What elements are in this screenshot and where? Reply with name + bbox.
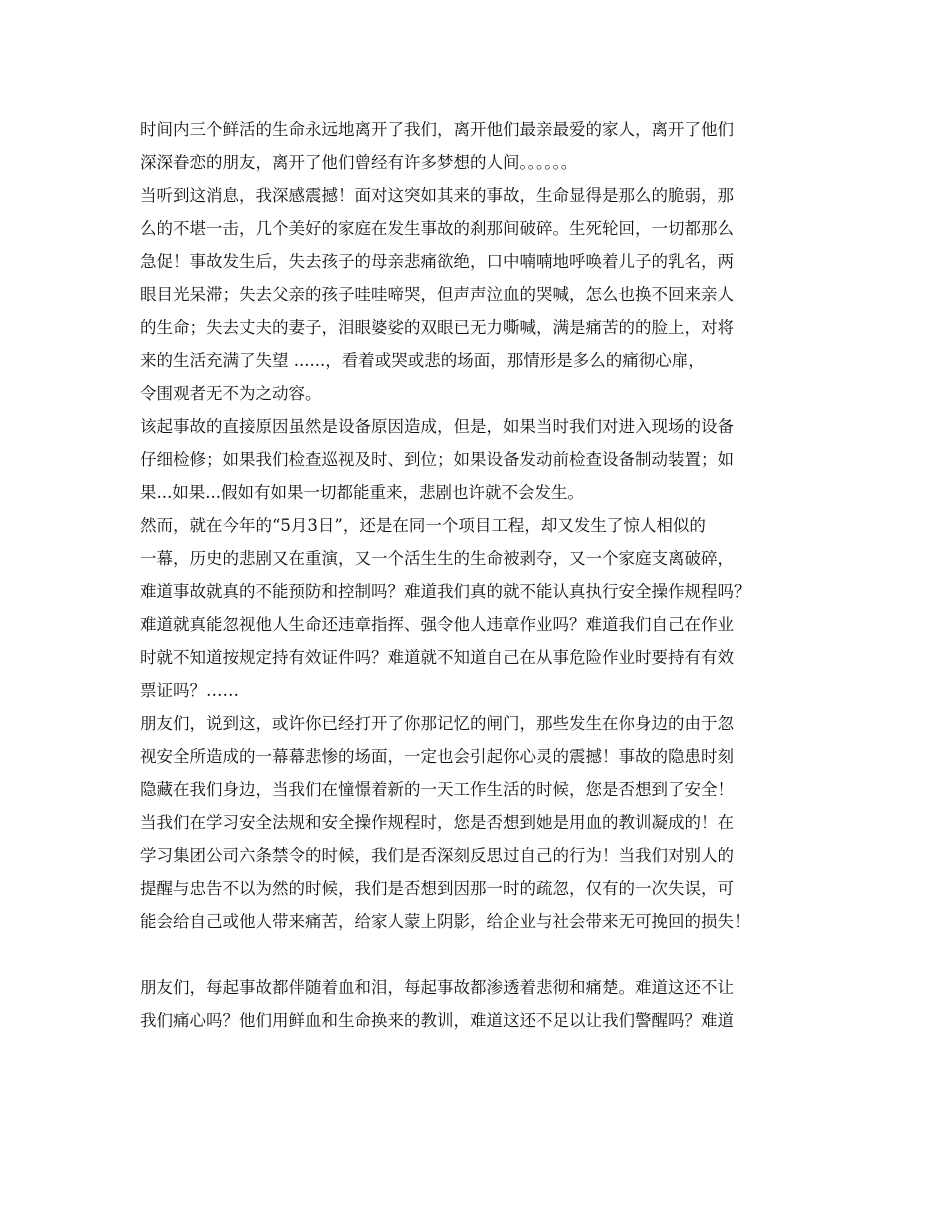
text-line: 急促！事故发生后，失去孩子的母亲悲痛欲绝，口中喃喃地呼唤着儿子的乳名，两 xyxy=(140,252,734,271)
text-line: 当听到这消息，我深感震撼！面对这突如其来的事故，生命显得是那么的脆弱，那 xyxy=(140,186,734,205)
text-line: 朋友们，每起事故都伴随着血和泪，每起事故都渗透着悲彻和痛楚。难道这还不让 xyxy=(140,978,734,997)
paragraph-gap xyxy=(140,938,830,971)
text-line: 果...如果...假如有如果一切都能重来，悲剧也许就不会发生。 xyxy=(140,483,584,502)
text-line: 提醒与忠告不以为然的时候，我们是否想到因那一时的疏忽，仅有的一次失误，可 xyxy=(140,879,734,898)
text-line: 能会给自己或他人带来痛苦，给家人蒙上阴影，给企业与社会带来无可挽回的损失！ xyxy=(140,912,751,931)
text-line: 学习集团公司六条禁令的时候，我们是否深刻反思过自己的行为！当我们对别人的 xyxy=(140,846,734,865)
text-line: 票证吗？…… xyxy=(140,681,239,700)
text-line: 视安全所造成的一幕幕悲惨的场面，一定也会引起你心灵的震撼！事故的隐患时刻 xyxy=(140,747,734,766)
text-line: 眼目光呆滞；失去父亲的孩子哇哇啼哭，但声声泣血的哭喊，怎么也换不回来亲人 xyxy=(140,285,734,304)
text-line: 该起事故的直接原因虽然是设备原因造成，但是，如果当时我们对进入现场的设备 xyxy=(140,417,734,436)
text-line: 一幕，历史的悲剧又在重演，又一个活生生的生命被剥夺，又一个家庭支离破碎， xyxy=(140,549,734,568)
text-line: 我们痛心吗？他们用鲜血和生命换来的教训，难道这还不足以让我们警醒吗？难道 xyxy=(140,1011,734,1030)
text-line: 的生命；失去丈夫的妻子，泪眼婆娑的双眼已无力嘶喊，满是痛苦的的脸上，对将 xyxy=(140,318,734,337)
document-body xyxy=(140,113,830,1037)
text-line: 令围观者无不为之动容。 xyxy=(140,384,322,403)
text-line: 隐藏在我们身边，当我们在憧憬着新的一天工作生活的时候，您是否想到了安全！ xyxy=(140,780,734,799)
text-line: 当我们在学习安全法规和安全操作规程时，您是否想到她是用血的教训凝成的！在 xyxy=(140,813,734,832)
text-line: 难道事故就真的不能预防和控制吗？难道我们真的就不能认真执行安全操作规程吗？ xyxy=(140,582,751,601)
text-line: 来的生活充满了失望 ......，看着或哭或悲的场面，那情形是多么的痛彻心扉， xyxy=(140,351,705,370)
text-line: 时间内三个鲜活的生命永远地离开了我们，离开他们最亲最爱的家人，离开了他们 xyxy=(140,120,734,139)
text-line: 么的不堪一击，几个美好的家庭在发生事故的刹那间破碎。生死轮回，一切都那么 xyxy=(140,219,734,238)
text-line: 深深眷恋的朋友，离开了他们曾经有许多梦想的人间。。。。。。 xyxy=(140,153,578,172)
text-line: 然而，就在今年的“5月3日”，还是在同一个项目工程，却又发生了惊人相似的 xyxy=(140,516,706,535)
text-line: 时就不知道按规定持有效证件吗？难道就不知道自己在从事危险作业时要持有有效 xyxy=(140,648,734,667)
text-line: 仔细检修；如果我们检查巡视及时、到位；如果设备发动前检查设备制动装置；如 xyxy=(140,450,734,469)
text-line: 难道就真能忽视他人生命还违章指挥、强令他人违章作业吗？难道我们自己在作业 xyxy=(140,615,734,634)
text-line: 朋友们，说到这，或许你已经打开了你那记忆的闸门，那些发生在你身边的由于忽 xyxy=(140,714,734,733)
